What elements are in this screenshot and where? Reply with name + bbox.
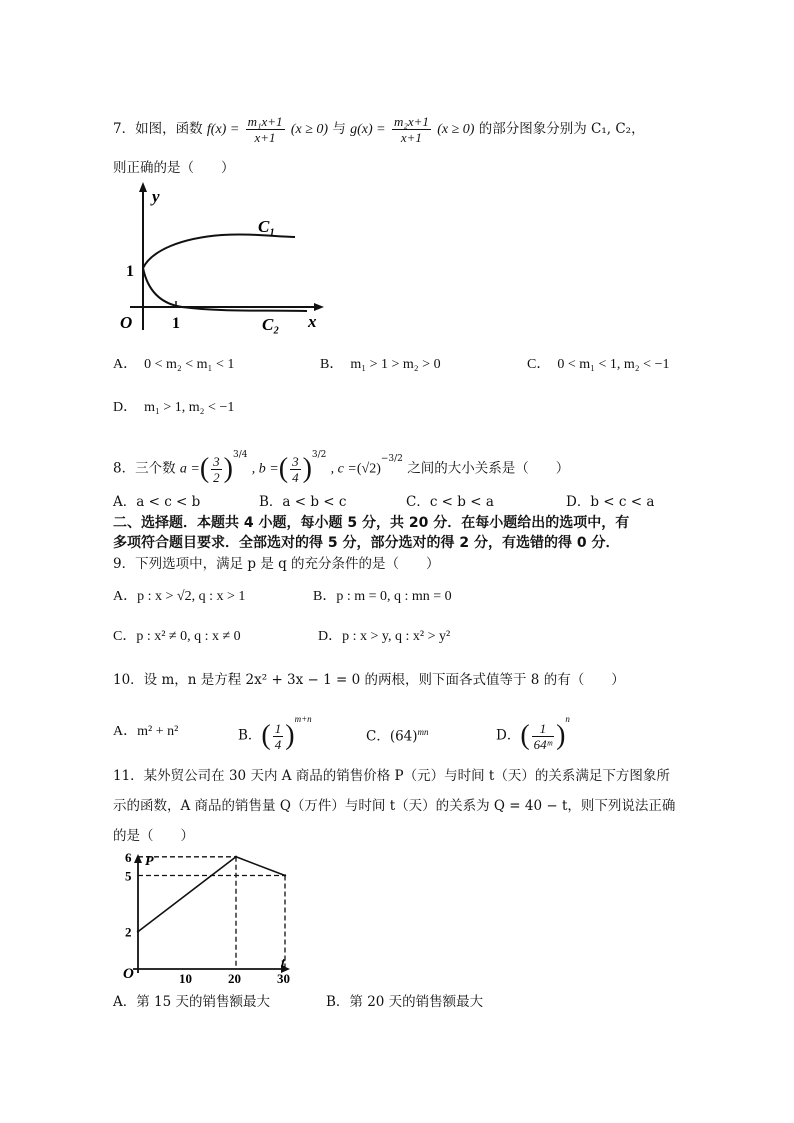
q9-option-c[interactable]: C．p : x² ≠ 0, q : x ≠ 0 bbox=[113, 629, 241, 644]
q11-line2: 示的函数，A 商品的销售量 Q（万件）与时间 t（天）的关系为 Q = 40 − t，则下列说法正确 bbox=[113, 798, 676, 814]
q10-option-b[interactable]: B．( $\frac{1}{4}$ )$^{m+n}$ bbox=[238, 714, 312, 752]
q10-option-b-exp: m+n bbox=[294, 714, 312, 724]
q9-option-b[interactable]: B．p : m = 0, q : mn = 0 bbox=[313, 589, 452, 604]
q7-stem-line1 bbox=[113, 114, 645, 145]
q7-stem-line2: 则正确的是（ ） bbox=[113, 160, 235, 176]
q10-stem: 10．设 m，n 是方程 2x² + 3x − 1 = 0 的两根，则下面各式值等于 8 的有（ ） bbox=[113, 672, 625, 688]
q11-y-tick-label: 6 bbox=[125, 849, 132, 865]
q7-option-c[interactable]: C． 0 < m₁ < 1, m₂ < −1 bbox=[527, 357, 670, 372]
q8-number: 8．三个数 bbox=[113, 460, 176, 477]
q7-origin-label: O bbox=[120, 313, 133, 332]
q11-y-tick-label: 5 bbox=[125, 868, 132, 884]
q7-option-d[interactable]: D． m₁ > 1, m₂ < −1 bbox=[113, 400, 235, 415]
q11-y-arrow bbox=[134, 854, 142, 863]
q7-g-condition: (x ≥ 0) bbox=[437, 122, 475, 137]
q8-b-exponent: 3/2 bbox=[311, 450, 327, 460]
q8-option-b[interactable]: B．a < b < c bbox=[259, 494, 347, 510]
q11-x-label: t bbox=[281, 956, 285, 971]
q7-g-def: g(x) = bbox=[350, 122, 386, 137]
q8-option-c[interactable]: C．c < b < a bbox=[406, 494, 494, 510]
q8-b-base: $\frac{3}{4}$ bbox=[292, 453, 299, 485]
q11-line3: 的是（ ） bbox=[113, 828, 194, 844]
q7-f-def: f(x) = bbox=[206, 122, 240, 137]
q8-a-label: a = bbox=[179, 461, 200, 477]
q10-option-c-exp: mn bbox=[417, 727, 429, 737]
q11-option-b[interactable]: B．第 20 天的销售额最大 bbox=[326, 994, 484, 1010]
q8-a-base: $\frac{3}{2}$ bbox=[213, 453, 220, 485]
q8-b-label: , b = bbox=[251, 461, 279, 477]
q7-x-label: x bbox=[308, 312, 317, 331]
q11-line-segment bbox=[236, 857, 285, 876]
q10-option-c[interactable] bbox=[366, 722, 429, 747]
q7-y-one: 1 bbox=[126, 263, 134, 280]
q8-tail: 之间的大小关系是（ ） bbox=[407, 460, 570, 477]
q7-c2-label: C₂ bbox=[262, 315, 280, 334]
section2-line1: 二、选择题．本题共 4 小题，每小题 5 分，共 20 分．在每小题给出的选项中，有 bbox=[113, 515, 630, 531]
q11-option-a[interactable]: A．第 15 天的销售额最大 bbox=[113, 994, 271, 1010]
q10-option-a[interactable]: A．m² + n² bbox=[113, 724, 179, 739]
q7-f-fraction: $\frac{\text{m₁x+1}}{x+1}$ bbox=[247, 114, 283, 145]
q9-option-d[interactable]: D．p : x > y, q : x² > y² bbox=[318, 629, 451, 644]
q11-y-tick-label: 2 bbox=[125, 924, 132, 940]
q7-curve-c1 bbox=[143, 234, 295, 268]
q11-chart bbox=[113, 849, 293, 986]
q7-x-arrow bbox=[314, 303, 324, 311]
q7-curve-c2 bbox=[143, 268, 307, 311]
q7-c1-label: C₁ bbox=[258, 217, 276, 236]
q7-option-b[interactable]: B． m₁ > 1 > m₂ > 0 bbox=[320, 357, 441, 372]
q11-x-tick-label: 30 bbox=[277, 971, 290, 986]
q11-y-label: P bbox=[145, 854, 154, 869]
q10-option-d-exp: n bbox=[565, 714, 570, 724]
q10-option-b-label: B． bbox=[238, 727, 262, 744]
q9-option-a[interactable]: A．p : x > √2, q : x > 1 bbox=[113, 589, 246, 604]
q7-tail: 的部分图象分别为 C₁, C₂， bbox=[478, 121, 645, 137]
q11-x-tick-label: 20 bbox=[228, 971, 241, 986]
q8-a-exponent: 3/4 bbox=[233, 450, 248, 460]
q11-x-tick-label: 10 bbox=[179, 971, 192, 986]
q10-option-c-base: C．(64) bbox=[366, 728, 418, 745]
q7-and: 与 bbox=[332, 121, 346, 137]
q11-origin-label: O bbox=[123, 966, 134, 982]
q9-stem: 9．下列选项中，满足 p 是 q 的充分条件的是（ ） bbox=[113, 556, 440, 572]
q11-data-point bbox=[235, 856, 237, 858]
q11-line1: 11．某外贸公司在 30 天内 A 商品的销售价格 P（元）与时间 t（天）的关系满足下方图象所 bbox=[113, 768, 670, 784]
q7-f-condition: (x ≥ 0) bbox=[290, 122, 329, 137]
q10-option-d[interactable]: D．( $\frac{1}{\text{64ᵐ}}$ )$^n$ bbox=[496, 714, 570, 752]
q11-data-point bbox=[137, 930, 139, 932]
q10-option-d-label: D． bbox=[496, 727, 521, 744]
q7-option-a[interactable]: A． 0 < m₂ < m₁ < 1 bbox=[113, 357, 235, 372]
q7-graph bbox=[112, 180, 332, 340]
q8-c-label: , c = bbox=[330, 461, 357, 477]
q8-c-base: √2 bbox=[361, 461, 377, 477]
q7-y-arrow bbox=[139, 182, 147, 192]
q7-y-label: y bbox=[152, 187, 160, 206]
section2-line2: 多项符合题目要求．全部选对的得 5 分，部分选对的得 2 分，有选错的得 0 分． bbox=[113, 535, 620, 551]
q11-data-point bbox=[284, 874, 286, 876]
q7-g-fraction: $\frac{\text{m₂x+1}}{x+1}$ bbox=[393, 114, 429, 145]
q8-option-a[interactable]: A．a < c < b bbox=[113, 494, 201, 510]
q8-option-d[interactable]: D．b < c < a bbox=[566, 494, 655, 510]
q8-c-exponent: −3/2 bbox=[380, 454, 403, 464]
q7-number: 7．如图，函数 bbox=[113, 121, 203, 137]
q8-stem: 8．三个数 a =( $\frac{3}{2}$ )$^{3/4}$ , b =( $\frac{3}{4}$ )$^{3/2}$ , $c =(√2)^{-3/2}$ 之间的大小关系是（ ） bbox=[113, 450, 570, 485]
q7-x-one: 1 bbox=[172, 315, 180, 332]
